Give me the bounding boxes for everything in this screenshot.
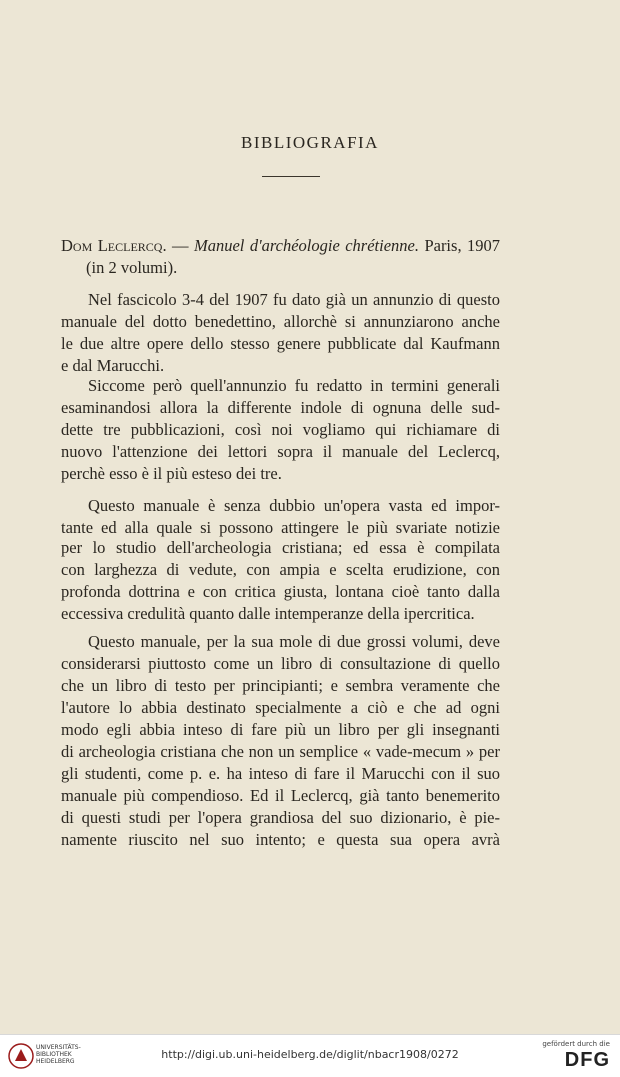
page-heading: BIBLIOGRAFIA (241, 133, 379, 152)
body-line: esaminandosi allora la differente indole di ognuna delle sud- (61, 398, 500, 417)
body-line: per lo studio dell'archeologia cristiana; ed essa è compilata (61, 538, 500, 557)
funded-by-label: gefördert durch die (542, 1040, 610, 1048)
citation-place-year: Paris, 1907 (419, 236, 501, 255)
permalink-url[interactable]: http://digi.ub.uni-heidelberg.de/diglit/nbacr1908/0272 (161, 1048, 459, 1061)
citation-line-2: (in 2 volumi). (86, 258, 178, 277)
body-line: e dal Marucchi. (61, 356, 165, 375)
body-line: con larghezza di vedute, con ampia e scelta erudizione, con (61, 560, 500, 579)
body-line: di archeologia cristiana che non un semplice « vade-mecum » per (61, 742, 500, 761)
body-line: Siccome però quell'annunzio fu redatto in termini generali (88, 376, 500, 395)
body-line: nuovo l'attenzione dei lettori sopra il manuale del Leclercq, (61, 442, 500, 461)
body-line: l'autore lo abbia destinato specialmente a ciò e che ad ogni (61, 698, 500, 717)
citation-dash: — (166, 236, 194, 255)
body-line: perchè esso è il più esteso dei tre. (61, 464, 282, 483)
university-name: UNIVERSITÄTS- BIBLIOTHEK HEIDELBERG (36, 1044, 81, 1065)
body-line: modo egli abbia inteso di fare più un libro per gli insegnanti (61, 720, 500, 739)
citation-line-1 (61, 236, 500, 256)
body-line: manuale più compendioso. Ed il Leclercq, già tanto benemerito (61, 786, 500, 805)
body-line: considerarsi piuttosto come un libro di consultazione di quello (61, 654, 500, 673)
body-line: Questo manuale, per la sua mole di due grossi volumi, deve (88, 632, 500, 651)
body-line: manuale del dotto benedettino, allorchè si annunziarono anche (61, 312, 500, 331)
body-line: namente riuscito nel suo intento; e questa sua opera avrà (61, 830, 500, 849)
dfg-logo: DFG (564, 1049, 610, 1071)
body-line: profonda dottrina e con critica giusta, lontana cioè tanto dalla (61, 582, 500, 601)
citation-author-prefix: Dom (61, 236, 98, 255)
body-line: Questo manuale è senza dubbio un'opera vasta ed impor- (88, 496, 500, 515)
body-line: tante ed alla quale si possono attingere le più svariate notizie (61, 518, 500, 537)
body-line: dette tre pubblicazioni, così noi vogliamo qui richiamare di (61, 420, 500, 439)
body-line: di questi studi per l'opera grandiosa del suo dizionario, è pie- (61, 808, 500, 827)
citation-author: Leclercq. (97, 236, 167, 255)
footer-bar (0, 1034, 620, 1077)
body-line: eccessiva credulità quanto dalle intemperanze della ipercritica. (61, 604, 475, 623)
body-line: Nel fascicolo 3-4 del 1907 fu dato già un annunzio di questo (88, 290, 500, 309)
citation-title: Manuel d'archéologie chrétienne. (193, 236, 419, 255)
heading-rule (262, 176, 320, 177)
body-line: gli studenti, come p. e. ha inteso di fare il Marucchi con il suo (61, 764, 500, 783)
body-line: le due altre opere dello stesso genere pubblicate dal Kaufmann (61, 334, 500, 353)
body-line: che un libro di testo per principianti; e sembra veramente che (61, 676, 500, 695)
